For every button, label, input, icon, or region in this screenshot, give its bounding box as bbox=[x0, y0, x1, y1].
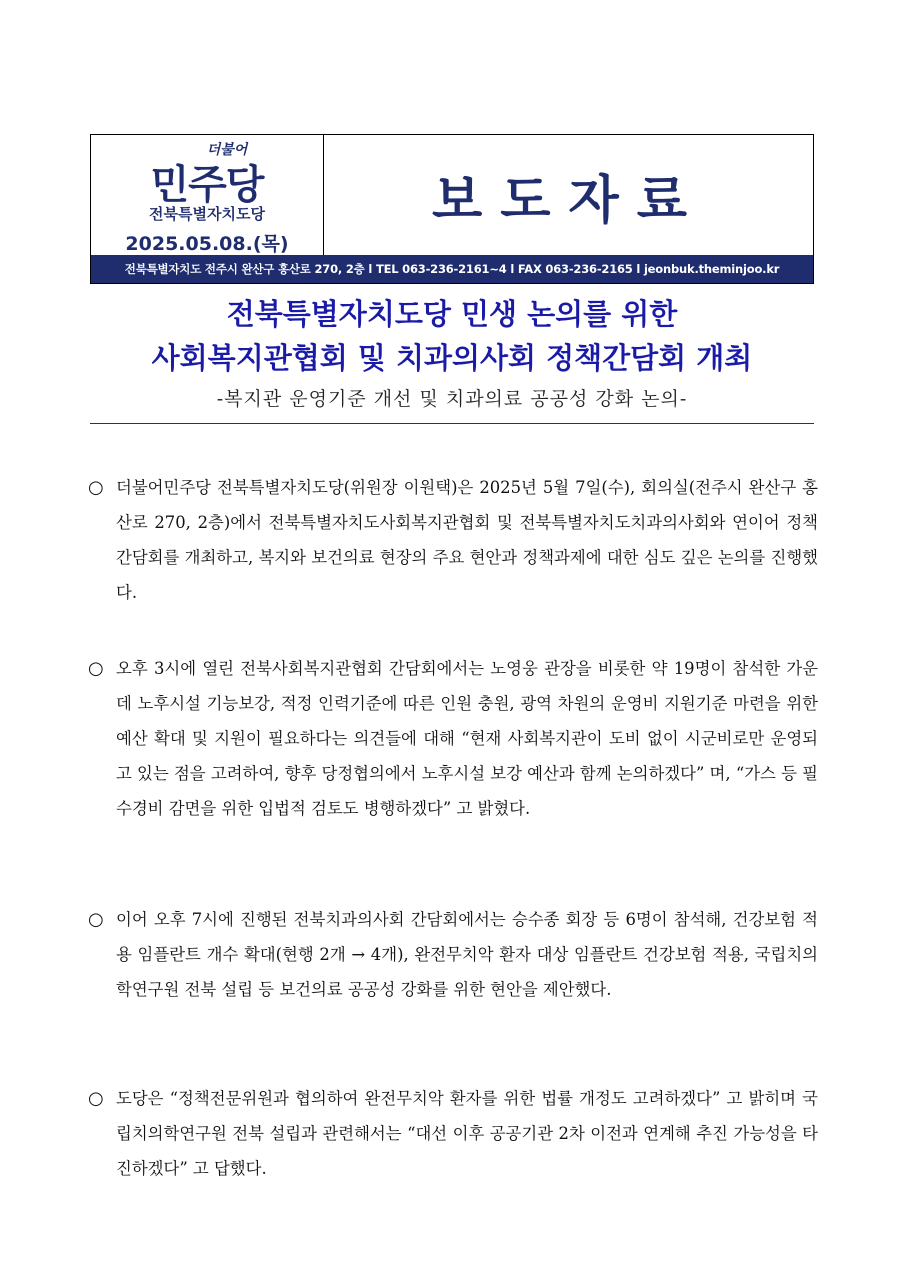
contact-band: 전북특별자치도 전주시 완산구 홍산로 270, 2층 l TEL 063-236-2161~4 l FAX 063-236-2165 l jeonbuk.theminjoo.kr bbox=[91, 255, 813, 283]
circle-bullet-icon: ○ bbox=[88, 658, 104, 679]
paragraph bbox=[88, 1081, 818, 1186]
paragraph-text: 오후 3시에 열린 전북사회복지관협회 간담회에서는 노영웅 관장을 비롯한 약 19명이 참석한 가운데 노후시설 기능보강, 적정 인력기준에 따른 인원 충원, 광역 차원의 운영비 지원기준 마련을 위한 예산 확대 및 지원이 필요하다는 의견들에 대해 “현재 사회복지관이 도비 없이 시군비로만 운영되고 있는 점을 고려하여, 향후 당정협의에서 노후시설 보강 예산과 함께 논의하겠다” 며, “가스 등 필수경비 감면을 위한 입법적 검토도 병행하겠다” 고 밝혔다. bbox=[116, 659, 818, 818]
logo-main-text: 민주당 bbox=[150, 162, 264, 208]
divider bbox=[90, 423, 814, 424]
paragraph-text: 더불어민주당 전북특별자치도당(위원장 이원택)은 2025년 5월 7일(수), 회의실(전주시 완산구 홍산로 270, 2층)에서 전북특별자치도사회복지관협회 및 전북특별자치도치과의사회와 연이어 정책간담회를 개최하고, 복지와 보건의료 현장의 주요 현안과 정책과제에 대한 심도 깊은 논의를 진행했다. bbox=[116, 478, 819, 602]
circle-bullet-icon: ○ bbox=[88, 1088, 104, 1109]
press-release-header bbox=[90, 134, 814, 284]
paragraph bbox=[88, 651, 818, 826]
circle-bullet-icon: ○ bbox=[88, 477, 104, 498]
paragraph-text: 도당은 “정책전문위원과 협의하여 완전무치악 환자를 위한 법률 개정도 고려하겠다” 고 밝히며 국립치의학연구원 전북 설립과 관련해서는 “대선 이후 공공기관 2차 이전과 연계해 추진 가능성을 타진하겠다” 고 답했다. bbox=[116, 1089, 818, 1178]
doc-type-title: 보도자료 bbox=[432, 170, 705, 231]
paragraph bbox=[88, 902, 818, 1007]
party-logo bbox=[91, 135, 324, 255]
headline-line-2: 사회복지관협회 및 치과의사회 정책간담회 개최 bbox=[151, 341, 753, 375]
circle-bullet-icon: ○ bbox=[88, 909, 104, 930]
headline-subtitle: -복지관 운영기준 개선 및 치과의료 공공성 강화 논의- bbox=[216, 388, 688, 410]
paragraph bbox=[88, 470, 818, 610]
logo-sub-text: 전북특별자치도당 bbox=[149, 205, 265, 223]
release-date: 2025.05.08.(목) bbox=[125, 233, 289, 255]
logo-small-text: 더불어 bbox=[206, 142, 248, 158]
paragraph-text: 이어 오후 7시에 진행된 전북치과의사회 간담회에서는 승수종 회장 등 6명이 참석해, 건강보험 적용 임플란트 개수 확대(현행 2개 → 4개), 완전무치악 환자 대상 임플란트 건강보험 적용, 국립치의학연구원 전북 설립 등 보건의료 공공성 강화를 위한 현안을 제안했다. bbox=[116, 910, 818, 999]
headline-line-1: 전북특별자치도당 민생 논의를 위한 bbox=[226, 297, 678, 331]
doc-type-cell bbox=[324, 135, 813, 255]
